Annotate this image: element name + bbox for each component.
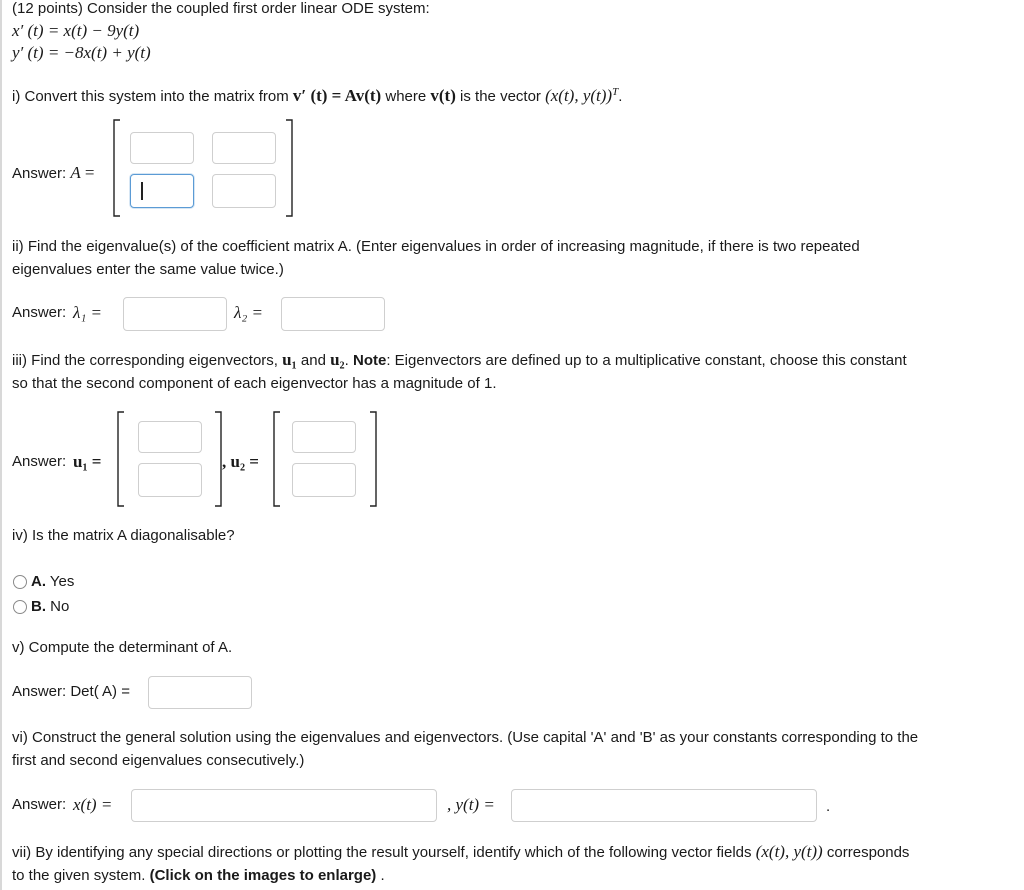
u2-eq-label: , u₂ = [222,452,259,471]
equation-x-lhs: x′ (t) [12,21,44,40]
part6-answer-label: Answer: [12,796,67,813]
option-a-label[interactable]: A. Yes [31,573,75,590]
part5-question: v) Compute the determinant of A. [12,639,233,656]
part1-answer-text: Answer: [12,165,67,182]
part6-line2: first and second eigenvalues consecutively.) [12,752,305,769]
part1-question [12,81,622,108]
option-a-radio[interactable] [13,575,27,589]
part1-text-mid: where [385,88,427,105]
part1-answer-label [12,161,95,185]
part1-vprime: v′ (t) = Av(t) [292,86,382,105]
part1-answer-var: A [70,163,81,182]
matrix-a21-input[interactable] [130,174,194,208]
part4-question: iv) Is the matrix A diagonalisable? [12,527,235,544]
part1-text-pre: i) Convert this system into the matrix from [12,88,289,105]
part1-answer-eq: = [84,163,95,182]
part5-answer-label: Answer: Det( A) = [12,683,130,700]
part6-end: . [826,798,831,815]
matrix-a11-input[interactable] [130,132,194,164]
u2-component1-input[interactable] [292,421,356,453]
part2-line2: eigenvalues enter the same value twice.) [12,261,284,278]
part7-line2: to the given system. (Click on the images to enlarge) . [12,867,385,884]
part1-vector: (x(t), y(t)) [545,86,613,105]
matrix-a22-input[interactable] [212,174,276,208]
y-solution-input[interactable] [511,789,817,822]
equation-y-rhs: = −8x(t) + y(t) [47,43,151,62]
determinant-input[interactable] [148,676,252,709]
part2-question [12,235,1012,281]
part1-period: . [618,88,623,105]
part7-line1: vii) By identifying any special directions or plotting the result yourself, identify which of the following vector fields (x(t), y(t)) corresponds [12,842,910,861]
enlarge-hint[interactable]: (Click on the images to enlarge) [149,867,377,884]
part1-text-post: is the vector [460,88,541,105]
u1-eq-label: u₁ = [73,452,102,471]
lambda2-input[interactable] [281,297,385,331]
option-b-radio[interactable] [13,600,27,614]
part7-vector: (x(t), y(t)) [755,842,823,861]
part3-answer-label: Answer: [12,453,67,470]
part7-question [12,840,1017,887]
equation-y-lhs: y′ (t) [12,43,44,62]
equation-y [12,41,151,64]
question-intro: (12 points) Consider the coupled first order linear ODE system: [12,0,430,17]
u1-symbol: u₁ [282,350,297,369]
matrix-a12-input[interactable] [212,132,276,164]
lambda1-label: λ₁ = [73,303,102,322]
part2-answer-label: Answer: [12,304,67,321]
u1-component1-input[interactable] [138,421,202,453]
part1-vt: v(t) [430,86,456,105]
u2-component2-input[interactable] [292,463,356,497]
x-eq-label: x(t) = [73,795,113,814]
part1-transpose: T [612,86,619,98]
y-eq-label: , y(t) = [447,795,495,814]
lambda1-input[interactable] [123,297,227,331]
equation-x [12,19,139,42]
part6-question [12,726,1017,772]
equation-x-rhs: = x(t) − 9y(t) [47,21,140,40]
x-solution-input[interactable] [131,789,437,822]
part6-line1: vi) Construct the general solution using the eigenvalues and eigenvectors. (Use capital 'A' and 'B' as your constants corresponding to the [12,729,919,746]
part3-line1: iii) Find the corresponding eigenvectors, u₁ and u₂. Note: Eigenvectors are defined up to a multiplicative constant, choose this constant [12,350,907,369]
part2-line1: ii) Find the eigenvalue(s) of the coefficient matrix A. (Enter eigenvalues in order of increasing magnitude, if there is two repeated [12,238,860,255]
part3-question [12,348,1017,395]
lambda2-label: λ₂ = [234,303,263,322]
note-label: Note [353,352,387,369]
part3-line2: so that the second component of each eigenvector has a magnitude of 1. [12,375,497,392]
u2-symbol: u₂ [330,350,345,369]
u1-component2-input[interactable] [138,463,202,497]
option-b-label[interactable]: B. No [31,598,70,615]
